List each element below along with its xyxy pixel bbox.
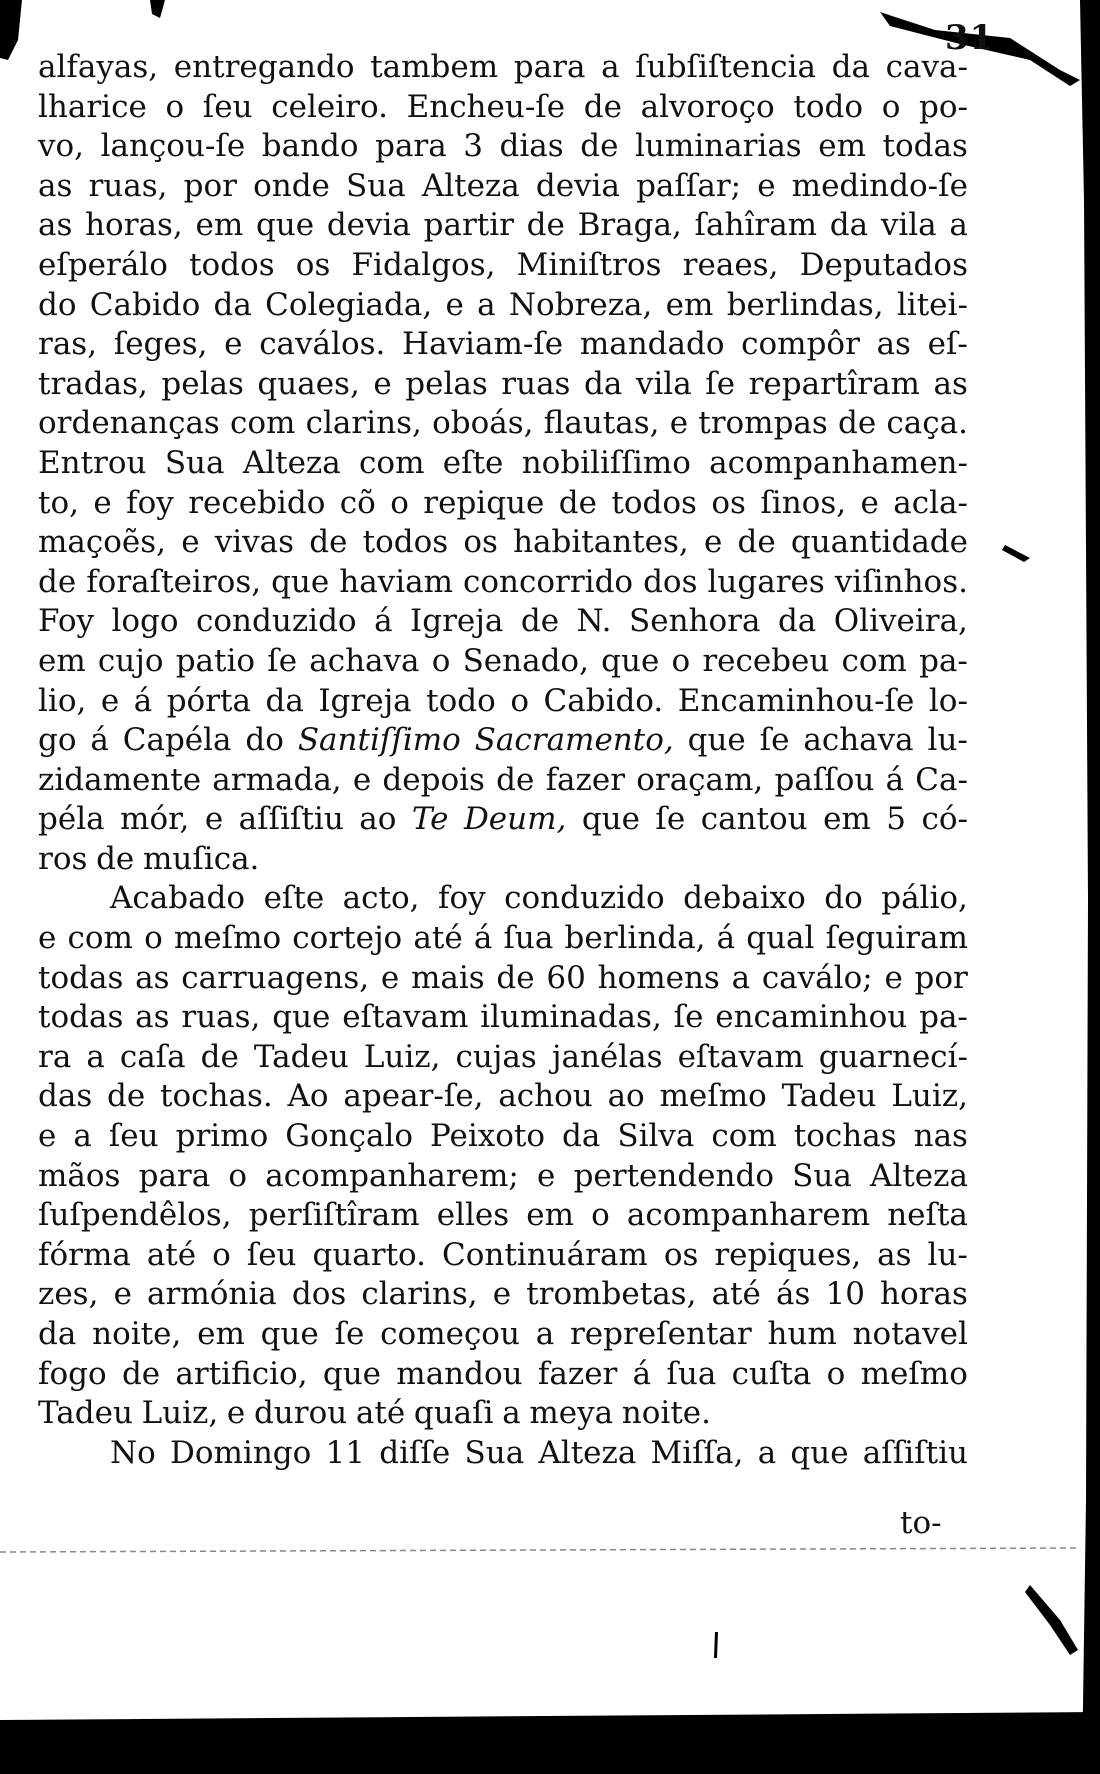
text-line: zidamente armada, e depois de fazer oraçam, paſſou á Ca- — [38, 761, 968, 798]
paragraph — [38, 1434, 968, 1474]
text-line: zes, e armónia dos clarins, e trombetas, até ás 10 horas — [38, 1276, 968, 1313]
body-text — [38, 48, 968, 1473]
text-line: No Domingo 11 diſſe Sua Alteza Miſſa, a que aſſiſtiu — [110, 1434, 968, 1471]
text-line: péla mór, e aſſiſtiu ao Te Deum, que ſe cantou em 5 có- — [38, 801, 968, 838]
text-line: Tadeu Luiz, e durou até quaſi a meya noite. — [38, 1395, 711, 1432]
text-line: ra a caſa de Tadeu Luiz, cujas janélas eſtavam guarnecí- — [38, 1038, 968, 1075]
text-line: as ruas, por onde Sua Alteza devia paſſar; e medindo-ſe — [38, 167, 968, 204]
catchword: to- — [900, 1505, 942, 1541]
text-line: as horas, em que devia partir de Braga, ſahîram da vila a — [38, 207, 968, 244]
text-line: ros de muſica. — [38, 840, 260, 877]
text-line: Foy logo conduzido á Igreja de N. Senhora da Oliveira, — [38, 603, 968, 640]
paragraph — [38, 879, 968, 1433]
text-line: todas as carruagens, e mais de 60 homens a caválo; e por — [38, 959, 968, 996]
text-line: e com o meſmo cortejo até á ſua berlinda, á qual ſeguiram — [38, 920, 968, 957]
text-line: da noite, em que ſe começou a repreſentar hum notavel — [38, 1316, 968, 1352]
text-line: e a ſeu primo Gonçalo Peixoto da Silva com tochas nas — [38, 1118, 968, 1155]
text-line: de foraſteiros, que haviam concorrido dos lugares viſinhos. — [38, 563, 968, 600]
paragraph — [38, 48, 968, 879]
text-line: go á Capéla do Santiſſimo Sacramento, que ſe achava lu- — [38, 722, 968, 759]
text-line: mãos para o acompanharem; e pertendendo Sua Alteza — [38, 1157, 968, 1194]
text-line: eſperálo todos os Fidalgos, Miniſtros reaes, Deputados — [38, 246, 968, 283]
text-line: alfayas, entregando tambem para a ſubſiſtencia da cava- — [38, 49, 968, 85]
text-line: ſuſpendêlos, perſiſtîram elles em o acompanharem neſta — [38, 1197, 968, 1234]
text-line: fórma até o ſeu quarto. Continuáram os repiques, as lu- — [38, 1236, 968, 1273]
text-line: do Cabido da Colegiada, e a Nobreza, em berlindas, litei- — [38, 286, 968, 323]
text-line: Acabado eſte acto, foy conduzido debaixo do pálio, — [110, 880, 968, 917]
text-line: todas as ruas, que eſtavam iluminadas, ſe encaminhou pa- — [38, 999, 968, 1036]
text-line: fogo de artificio, que mandou fazer á ſua cuſta o meſmo — [38, 1355, 968, 1392]
text-line: das de tochas. Ao apear-ſe, achou ao meſmo Tadeu Luiz, — [38, 1078, 968, 1115]
text-line: to, e foy recebido cõ o repique de todos os ſinos, e acla- — [38, 484, 968, 521]
text-line: vo, lançou-ſe bando para 3 dias de luminarias em todas — [38, 128, 968, 165]
text-line: lio, e á pórta da Igreja todo o Cabido. Encaminhou-ſe lo- — [38, 682, 968, 719]
text-line: em cujo patio ſe achava o Senado, que o recebeu com pa- — [38, 642, 968, 679]
text-line: ordenanças com clarins, oboás, flautas, e trompas de caça. — [38, 405, 968, 442]
text-line: maçoẽs, e vivas de todos os habitantes, e de quantidade — [38, 524, 968, 561]
text-line: lharice o ſeu celeiro. Encheu-ſe de alvoroço todo o po- — [38, 88, 968, 125]
text-line: ras, ſeges, e caválos. Haviam-ſe mandado compôr as eſ- — [38, 326, 968, 363]
text-line: Entrou Sua Alteza com eſte nobiliſſimo acompanhamen- — [38, 444, 968, 481]
text-line: tradas, pelas quaes, e pelas ruas da vila ſe repartîram as — [38, 365, 968, 402]
page-number: 31 — [945, 18, 995, 58]
